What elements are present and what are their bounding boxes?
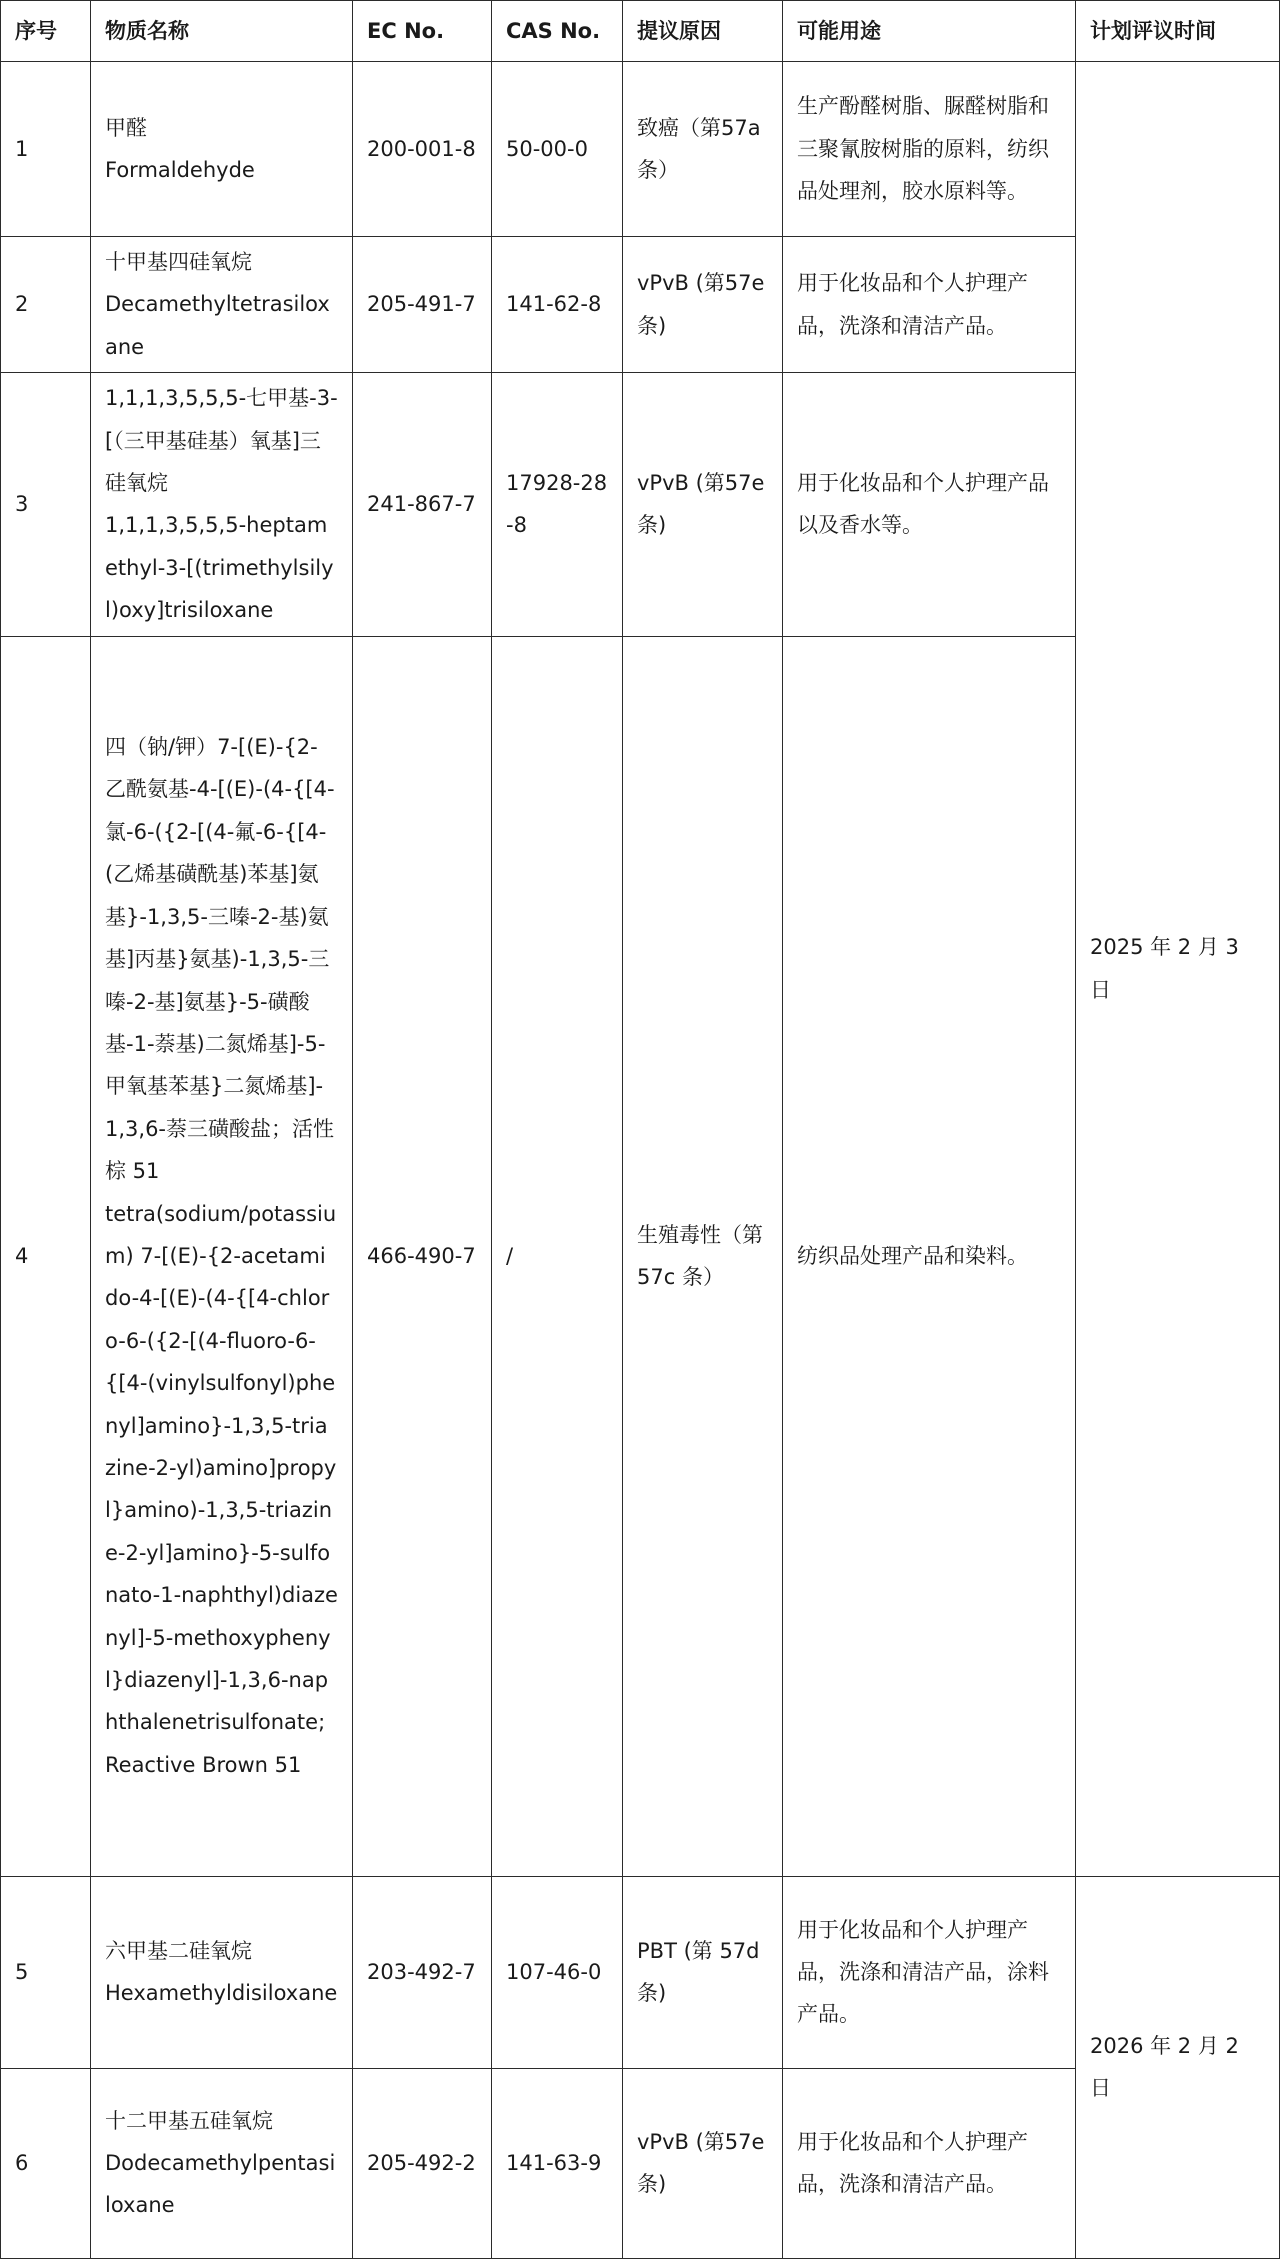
review-date: 2026 年 2 月 2 日 <box>1076 1876 1280 2258</box>
proposal-reason: vPvB (第57e 条) <box>623 237 783 373</box>
cas-number: 50-00-0 <box>492 62 623 237</box>
possible-use: 用于化妆品和个人护理产品，洗涤和清洁产品。 <box>783 237 1076 373</box>
substance-name-cn: 十甲基四硅氧烷 <box>105 250 252 274</box>
substance-name-cell <box>91 373 353 636</box>
substance-name-en: Dodecamethylpentasiloxane <box>105 2150 336 2218</box>
substance-name-cn: 甲醛 <box>105 115 147 140</box>
proposal-reason: 生殖毒性（第 57c 条） <box>623 636 783 1876</box>
row-index: 3 <box>1 373 91 636</box>
header-cas-no: CAS No. <box>492 1 623 62</box>
substance-name-cn: 四（钠/钾）7-[(E)-{2-乙酰氨基-4-[(E)-(4-{[4-氯-6-({2-[(4-氟-6-{[4-(乙烯基磺酰基)苯基]氨基}-1,3,5-三嗪-2-基)氨基]丙基}氨基)-1,3,5-三嗪-2-基]氨基}-5-磺酸基-1-萘基)二氮烯基]-5-甲氧基苯基}二氮烯基]-1,3,6-萘三磺酸盐；活性棕 51 <box>105 735 335 1184</box>
cas-number: 141-62-8 <box>492 237 623 373</box>
possible-use: 用于化妆品和个人护理产品以及香水等。 <box>783 373 1076 636</box>
ec-number: 205-492-2 <box>353 2068 492 2258</box>
table-row <box>1 62 1280 237</box>
ec-number: 466-490-7 <box>353 636 492 1876</box>
cas-number: 17928-28-8 <box>492 373 623 636</box>
header-review-date: 计划评议时间 <box>1076 1 1280 62</box>
substance-name-cn: 六甲基二硅氧烷 <box>105 1938 252 1963</box>
proposal-reason: vPvB (第57e 条) <box>623 373 783 636</box>
substance-name-en: 1,1,1,3,5,5,5-heptamethyl-3-[(trimethylsilyl)oxy]trisiloxane <box>105 513 334 623</box>
possible-use: 用于化妆品和个人护理产品，洗涤和清洁产品，涂料产品。 <box>783 1876 1076 2068</box>
header-reason: 提议原因 <box>623 1 783 62</box>
row-index: 1 <box>1 62 91 237</box>
row-index: 6 <box>1 2068 91 2258</box>
substance-name-cell <box>91 2068 353 2258</box>
possible-use: 用于化妆品和个人护理产品，洗涤和清洁产品。 <box>783 2068 1076 2258</box>
substance-name-cn: 1,1,1,3,5,5,5-七甲基-3-[（三甲基硅基）氧基]三硅氧烷 <box>105 386 338 496</box>
substance-name-cell <box>91 1876 353 2068</box>
row-index: 5 <box>1 1876 91 2068</box>
substance-name-cell <box>91 237 353 373</box>
proposal-reason: PBT (第 57d 条) <box>623 1876 783 2068</box>
substance-name-cell <box>91 636 353 1876</box>
cas-number: 141-63-9 <box>492 2068 623 2258</box>
header-index: 序号 <box>1 1 91 62</box>
possible-use: 纺织品处理产品和染料。 <box>783 636 1076 1876</box>
proposal-reason: vPvB (第57e 条) <box>623 2068 783 2258</box>
review-date: 2025 年 2 月 3 日 <box>1076 62 1280 1877</box>
cas-number: 107-46-0 <box>492 1876 623 2068</box>
substance-name-cell <box>91 62 353 237</box>
ec-number: 203-492-7 <box>353 1876 492 2068</box>
substance-name-cn: 十二甲基五硅氧烷 <box>105 2108 273 2133</box>
substance-name-en: Decamethyltetrasiloxane <box>105 292 330 359</box>
substance-name-en: tetra(sodium/potassium) 7-[(E)-{2-acetamido-4-[(E)-(4-{[4-chloro-6-({2-[(4-fluoro-6-{[4-(vinylsulfonyl)phenyl]amino}-1,3,5-triazine-2-yl)amino]propyl}amino)-1,3,5-triazine-2-yl]amino}-5-sulfonato-1-naphthyl)diazenyl]-5-methoxyphenyl}diazenyl]-1,3,6-naphthalenetrisulfonate; Reactive Brown 51 <box>105 1201 338 1777</box>
substance-name-en: Formaldehyde <box>105 158 255 182</box>
proposal-reason: 致癌（第57a 条） <box>623 62 783 237</box>
ec-number: 241-867-7 <box>353 373 492 636</box>
header-row <box>1 1 1280 62</box>
header-ec-no: EC No. <box>353 1 492 62</box>
substance-name-en: Hexamethyldisiloxane <box>105 1981 338 2006</box>
possible-use: 生产酚醛树脂、脲醛树脂和三聚氰胺树脂的原料，纺织品处理剂，胶水原料等。 <box>783 62 1076 237</box>
row-index: 4 <box>1 636 91 1876</box>
header-possible-use: 可能用途 <box>783 1 1076 62</box>
header-substance-name: 物质名称 <box>91 1 353 62</box>
cas-number: / <box>492 636 623 1876</box>
table-row <box>1 1876 1280 2068</box>
ec-number: 200-001-8 <box>353 62 492 237</box>
row-index: 2 <box>1 237 91 373</box>
ec-number: 205-491-7 <box>353 237 492 373</box>
